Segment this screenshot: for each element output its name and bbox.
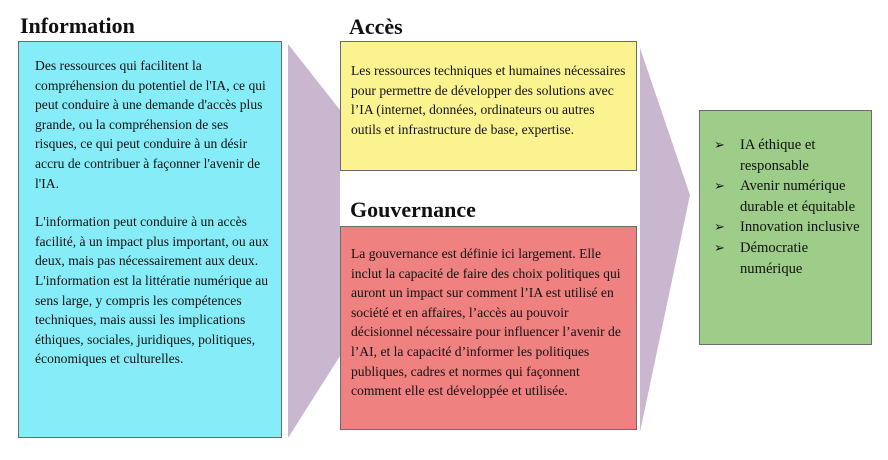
information-paragraph-2: L'information peut conduire à un accès facilité, à un impact plus important, ou aux deux, mais pas nécessairement aux deux. <box>35 214 269 269</box>
outcome-item-innovation: ➢ Innovation inclusive <box>708 217 863 238</box>
information-box <box>18 41 282 438</box>
acces-box <box>340 41 637 171</box>
outcomes-box <box>699 110 872 345</box>
arrow-bullet-icon: ➢ <box>714 219 725 235</box>
arrow-bullet-icon: ➢ <box>714 178 725 194</box>
information-paragraph-3: L'information est la littératie numérique au sens large, y compris les compétences techniques, mais aussi les implications éthiques, sociales, juridiques, politiques, économiques et culturelles. <box>35 272 269 367</box>
gouvernance-box <box>340 226 637 430</box>
information-paragraph-1: Des ressources qui facilitent la compréhension du potentiel de l'IA, ce qui peut conduire à une demande d'accès plus grande, ou la compréhension de ses risques, ce qui peut conduire à un désir accru de contribuer à façonner l'avenir de l'IA. <box>35 58 266 191</box>
information-heading: Information <box>20 13 135 38</box>
arrow-to-outcomes <box>640 48 690 432</box>
arrow-bullet-icon: ➢ <box>714 137 725 152</box>
acces-text: Les ressources techniques et humaines nécessaires pour permettre de développer des solutions avec l’IA (internet, données, ordinateurs ou autres outils et infrastructure de base, expertise. <box>351 63 626 137</box>
outcome-item-democratie: ➢ Démocratie numérique <box>714 239 809 277</box>
outcomes-list <box>708 135 863 279</box>
arrow-bullet-icon: ➢ <box>714 239 725 255</box>
gouvernance-heading: Gouvernance <box>350 197 476 222</box>
gouvernance-text: La gouvernance est définie ici largement. Elle inclut la capacité de faire des choix politiques qui auront un impact sur comment l’IA est utilisé en société et en affaires, l’accès au pouvoir décisionnel nécessaire pour influencer l’avenir de l’AI, et la capacité d’informer les politiques publiques, cadres et normes qui façonnent comment elle est développée et utilisée. <box>351 246 621 399</box>
outcome-item-avenir: ➢ Avenir numérique durable et équitable <box>714 178 856 215</box>
outcome-item-ethique: ➢ IA éthique et responsable <box>714 137 816 174</box>
acces-heading: Accès <box>349 14 403 39</box>
